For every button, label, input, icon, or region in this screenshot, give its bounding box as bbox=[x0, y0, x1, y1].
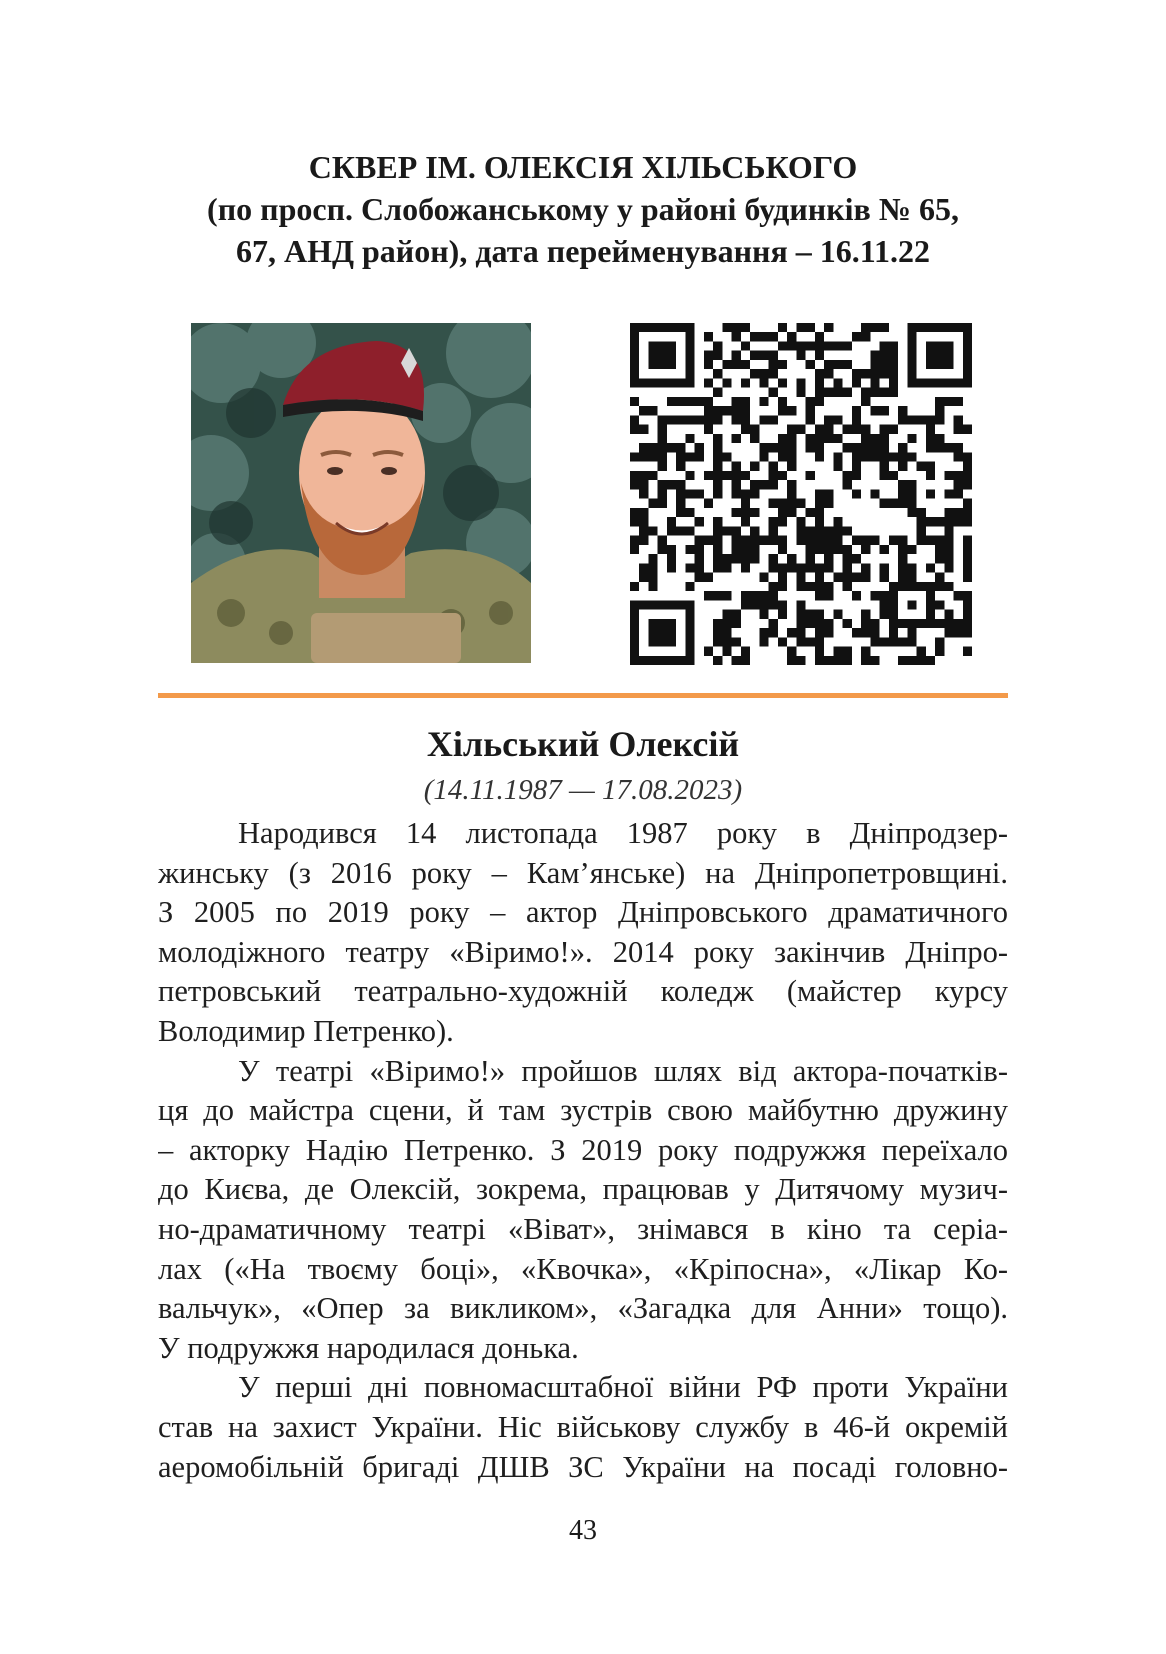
bio-line: но-драматичному театрі «Віват», знімався в кіно та серіа- bbox=[158, 1211, 1008, 1246]
bio-line: вальчук», «Опер за викликом», «Загадка для Анни» тощо). bbox=[158, 1291, 1008, 1326]
bio-line: лах («На твоєму боці», «Квочка», «Кріпосна», «Лікар Ко- bbox=[158, 1251, 1008, 1286]
person-name: Хільський Олексій bbox=[426, 724, 740, 764]
page-number: 43 bbox=[569, 1515, 597, 1546]
heading-line-2: (по просп. Слобожанському у районі будинків № 65, bbox=[207, 191, 959, 227]
bio-paragraph-3 bbox=[158, 1368, 1008, 1487]
heading-line-1: СКВЕР ІМ. ОЛЕКСІЯ ХІЛЬСЬКОГО bbox=[308, 149, 858, 185]
qr-code[interactable] bbox=[630, 323, 972, 665]
bio-line: ця до майстра сцени, й там зустрів свою майбутню дружину bbox=[158, 1093, 1008, 1128]
bio-line: став на захист України. Ніс військову службу в 46-й окремій bbox=[158, 1409, 1008, 1444]
bio-line: – акторку Надію Петренко. З 2019 року подружжя переїхало bbox=[158, 1132, 1008, 1167]
bio-line: Народився 14 листопада 1987 року в Дніпродзер- bbox=[238, 816, 1008, 850]
biography bbox=[158, 814, 1008, 1487]
bio-line: жинську (з 2016 року – Кам’янське) на Дніпропетровщині. bbox=[158, 855, 1008, 890]
heading-line-3: 67, АНД район), дата перейменування – 16.11.22 bbox=[235, 233, 931, 269]
bio-line: У подружжя народилася донька. bbox=[158, 1330, 579, 1365]
bio-line: аеромобільній бригаді ДШВ ЗС України на посаді головно- bbox=[158, 1449, 1008, 1484]
bio-paragraph-2 bbox=[158, 1052, 1008, 1369]
orange-divider bbox=[158, 693, 1008, 698]
bio-line: до Києва, де Олексій, зокрема, працював у Дитячому музич- bbox=[158, 1172, 1008, 1207]
life-dates: (14.11.1987 — 17.08.2023) bbox=[423, 774, 743, 806]
bio-line: петровський театрально-художній коледж (майстер курсу bbox=[158, 974, 1008, 1009]
bio-line: У перші дні повномасштабної війни РФ проти України bbox=[238, 1370, 1008, 1405]
bio-line: молодіжного театру «Віримо!». 2014 року закінчив Дніпро- bbox=[158, 934, 1008, 969]
bio-line: Володимир Петренко). bbox=[158, 1013, 454, 1048]
page-heading bbox=[0, 146, 1166, 272]
portrait-photo bbox=[191, 323, 531, 663]
bio-line: У театрі «Віримо!» пройшов шлях від актора-початків- bbox=[238, 1053, 1008, 1088]
bio-line: З 2005 по 2019 року – актор Дніпровського драматичного bbox=[158, 895, 1008, 930]
bio-paragraph-1 bbox=[158, 814, 1008, 1052]
